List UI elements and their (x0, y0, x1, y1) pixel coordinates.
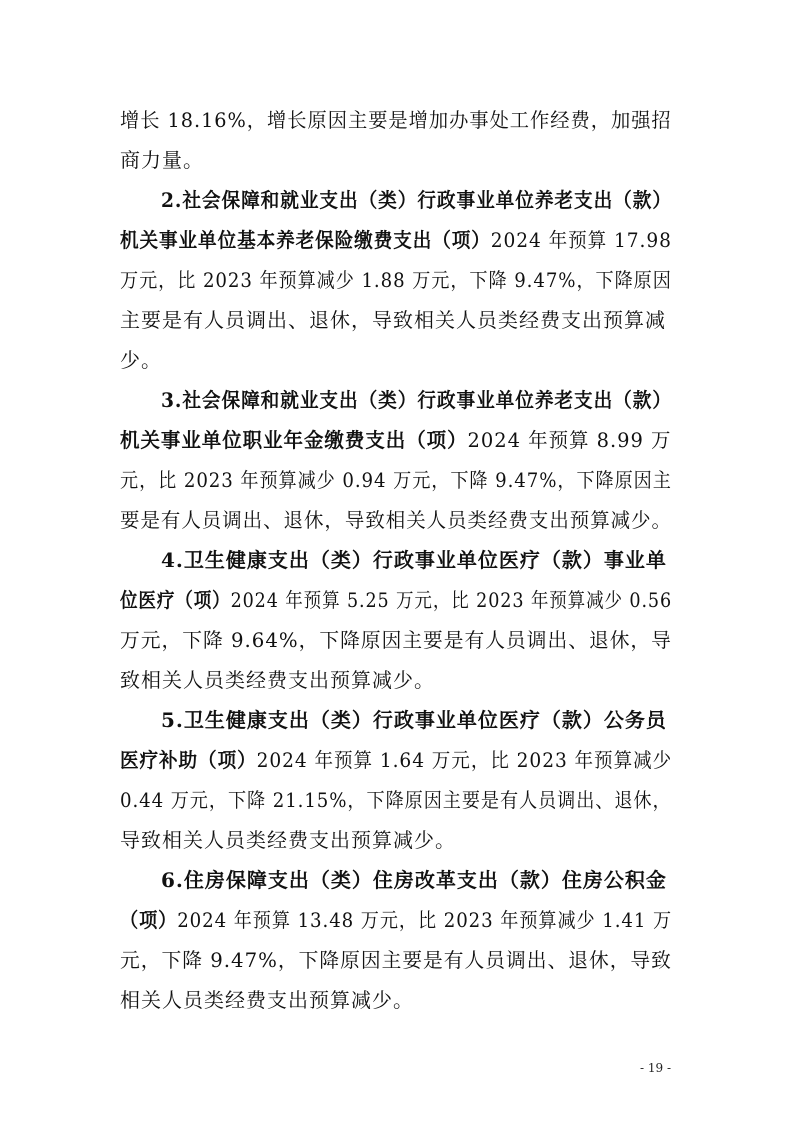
body-line: 机关事业单位职业年金缴费支出（项）2024 年预算 8.99 万 (120, 428, 672, 452)
page-number: - 19 - (640, 1061, 672, 1075)
item-heading: 机关事业单位职业年金缴费支出（项） (120, 428, 468, 452)
body-line: 商力量。 (120, 148, 204, 172)
heading-line (161, 387, 672, 413)
body-line: 主要是有人员调出、退休，导致相关人员类经费支出预算减 (120, 308, 666, 332)
item-heading: 5.卫生健康支出（类）行政事业单位医疗（款）公务员 (161, 708, 667, 732)
item-heading: 位医疗（项） (120, 588, 231, 612)
body-line: 少。 (120, 348, 162, 372)
body-line: 导致相关人员类经费支出预算减少。 (120, 828, 456, 852)
item-heading: 4.卫生健康支出（类）行政事业单位医疗（款）事业单 (161, 548, 667, 572)
body-line: 医疗补助（项）2024 年预算 1.64 万元，比 2023 年预算减少 (120, 748, 673, 772)
heading-line (161, 707, 667, 733)
item-heading: 3.社会保障和就业支出（类）行政事业单位养老支出（款） (161, 388, 672, 412)
body-line: 元，下降 9.47%，下降原因主要是有人员调出、退休，导致 (120, 948, 672, 972)
body-line: 万元，下降 9.64%，下降原因主要是有人员调出、退休，导 (120, 628, 672, 652)
item-heading: 医疗补助（项） (120, 748, 257, 772)
item-heading: 机关事业单位基本养老保险缴费支出（项） (120, 228, 491, 252)
heading-line (161, 187, 672, 213)
body-line: 要是有人员调出、退休，导致相关人员类经费支出预算减少。 (120, 508, 672, 532)
body-line: 位医疗（项）2024 年预算 5.25 万元，比 2023 年预算减少 0.56 (120, 588, 673, 612)
body-line: 元，比 2023 年预算减少 0.94 万元，下降 9.47%，下降原因主 (120, 468, 672, 492)
heading-line (161, 867, 667, 893)
body-line: 致相关人员类经费支出预算减少。 (120, 668, 435, 692)
body-line: 万元，比 2023 年预算减少 1.88 万元，下降 9.47%，下降原因 (120, 268, 672, 292)
item-heading: 2.社会保障和就业支出（类）行政事业单位养老支出（款） (161, 188, 672, 212)
body-line: 增长 18.16%，增长原因主要是增加办事处工作经费，加强招 (120, 108, 672, 132)
body-line: 相关人员类经费支出预算减少。 (120, 988, 414, 1012)
body-line: （项）2024 年预算 13.48 万元，比 2023 年预算减少 1.41 万 (120, 908, 673, 932)
heading-line (161, 547, 667, 573)
body-line: 0.44 万元，下降 21.15%，下降原因主要是有人员调出、退休， (120, 788, 672, 812)
item-heading: 6.住房保障支出（类）住房改革支出（款）住房公积金 (161, 868, 667, 892)
item-heading: （项） (120, 908, 178, 932)
body-line: 机关事业单位基本养老保险缴费支出（项）2024 年预算 17.98 (120, 228, 672, 252)
